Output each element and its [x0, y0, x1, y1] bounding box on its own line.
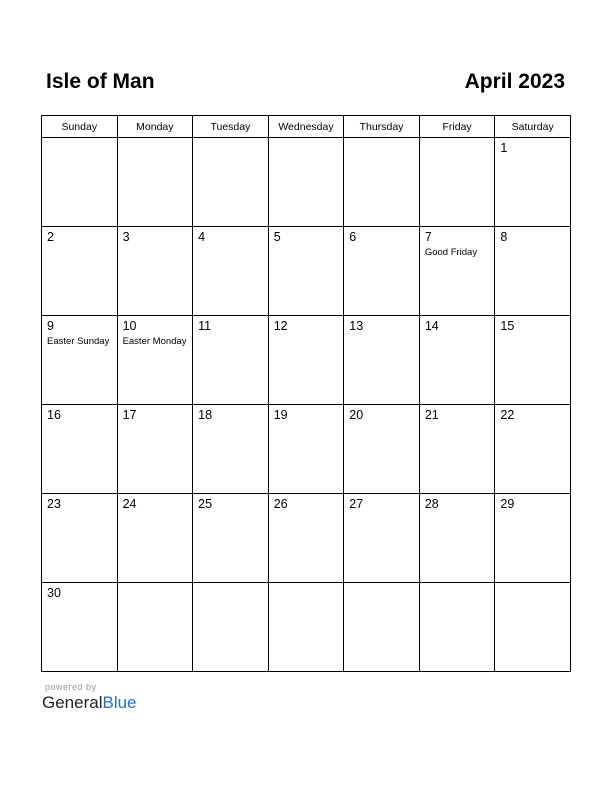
day-cell — [495, 494, 571, 583]
day-cell — [42, 494, 118, 583]
week-row — [42, 316, 571, 405]
day-number: 20 — [349, 408, 364, 422]
day-cell — [419, 227, 495, 316]
month-year-title: April 2023 — [464, 70, 565, 93]
holiday-label: Easter Monday — [122, 336, 187, 347]
day-number: 12 — [273, 319, 288, 333]
day-cell — [495, 583, 571, 672]
holiday-label: Easter Sunday — [47, 336, 110, 347]
day-number: 28 — [424, 497, 439, 511]
weekday-header: Thursday — [344, 116, 420, 138]
day-number: 30 — [47, 586, 61, 600]
day-cell — [117, 316, 193, 405]
weekday-header: Wednesday — [268, 116, 344, 138]
day-cell — [419, 405, 495, 494]
week-row — [42, 138, 571, 227]
day-cell — [117, 405, 193, 494]
brand-general: General — [42, 693, 103, 712]
day-number: 15 — [500, 319, 515, 333]
day-number: 23 — [47, 497, 61, 511]
day-number: 1 — [500, 141, 508, 155]
day-number: 8 — [500, 230, 508, 244]
day-number: 2 — [47, 230, 54, 244]
day-cell — [42, 227, 118, 316]
day-number: 14 — [424, 319, 439, 333]
day-cell — [344, 316, 420, 405]
calendar-grid — [41, 115, 571, 672]
day-cell — [344, 405, 420, 494]
holiday-label: Good Friday — [424, 247, 478, 258]
week-row — [42, 227, 571, 316]
day-number: 10 — [122, 319, 137, 333]
day-cell — [42, 405, 118, 494]
day-cell — [42, 138, 118, 227]
day-cell — [193, 494, 269, 583]
day-cell — [344, 494, 420, 583]
day-number: 24 — [122, 497, 137, 511]
day-cell — [268, 583, 344, 672]
day-cell — [268, 405, 344, 494]
day-cell — [495, 138, 571, 227]
day-number: 25 — [198, 497, 213, 511]
week-row — [42, 405, 571, 494]
day-number: 3 — [122, 230, 130, 244]
day-cell — [193, 583, 269, 672]
day-number: 13 — [349, 319, 364, 333]
day-number: 11 — [198, 319, 212, 333]
day-cell — [344, 583, 420, 672]
day-cell — [117, 583, 193, 672]
day-cell — [193, 227, 269, 316]
day-number: 26 — [273, 497, 288, 511]
brand-blue: Blue — [102, 693, 137, 712]
day-cell — [495, 227, 571, 316]
day-cell — [268, 138, 344, 227]
weekday-header-row — [42, 116, 571, 138]
week-row — [42, 583, 571, 672]
day-number: 5 — [273, 230, 281, 244]
day-number: 21 — [424, 408, 439, 422]
day-number: 6 — [349, 230, 357, 244]
weekday-header: Sunday — [42, 116, 118, 138]
day-cell — [268, 316, 344, 405]
day-number: 18 — [198, 408, 213, 422]
day-number: 27 — [349, 497, 364, 511]
day-number: 19 — [273, 408, 288, 422]
day-cell — [495, 316, 571, 405]
day-cell — [117, 494, 193, 583]
day-number: 7 — [424, 230, 432, 244]
day-cell — [193, 138, 269, 227]
calendar-body — [42, 138, 571, 672]
day-cell — [117, 227, 193, 316]
day-cell — [42, 583, 118, 672]
day-cell — [344, 227, 420, 316]
day-cell — [419, 316, 495, 405]
day-number: 29 — [500, 497, 515, 511]
day-cell — [193, 316, 269, 405]
day-cell — [117, 138, 193, 227]
day-number: 4 — [198, 230, 206, 244]
weekday-header: Saturday — [495, 116, 571, 138]
day-cell — [419, 138, 495, 227]
brand-logo — [42, 693, 137, 713]
weekday-header: Friday — [419, 116, 495, 138]
day-cell — [268, 227, 344, 316]
week-row — [42, 494, 571, 583]
day-cell — [495, 405, 571, 494]
day-number: 9 — [47, 319, 54, 333]
day-cell — [419, 494, 495, 583]
day-cell — [419, 583, 495, 672]
region-title: Isle of Man — [46, 70, 155, 93]
day-cell — [42, 316, 118, 405]
day-cell — [268, 494, 344, 583]
day-number: 22 — [500, 408, 515, 422]
day-cell — [344, 138, 420, 227]
day-number: 17 — [122, 408, 137, 422]
weekday-header: Tuesday — [193, 116, 269, 138]
day-cell — [193, 405, 269, 494]
day-number: 16 — [47, 408, 61, 422]
weekday-header: Monday — [117, 116, 193, 138]
powered-by-label: powered by — [45, 682, 97, 692]
